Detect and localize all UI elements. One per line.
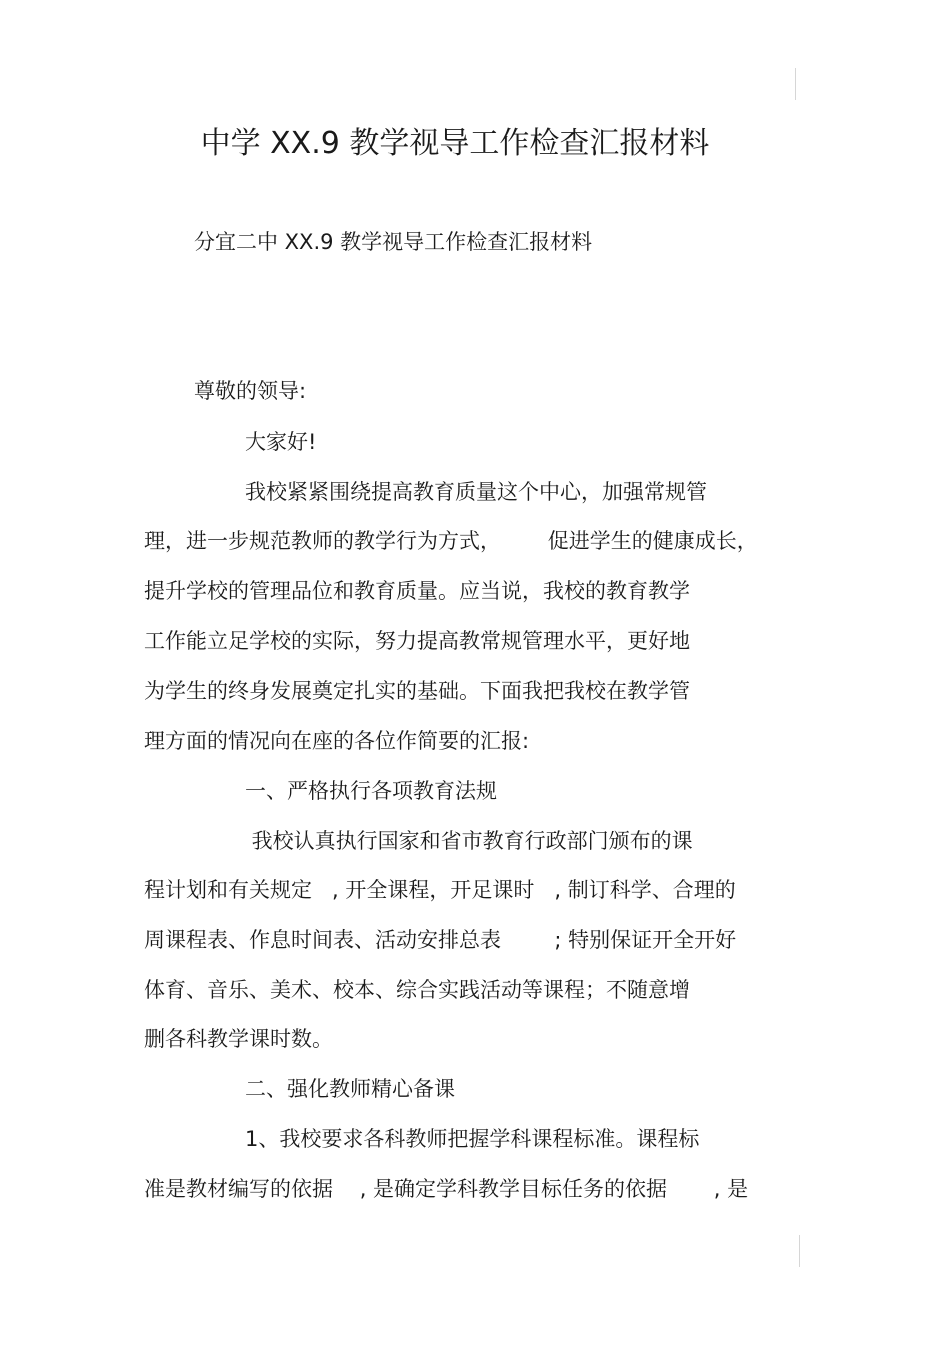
- document-subtitle: 分宜二中 XX.9 教学视导工作检查汇报材料: [194, 230, 593, 254]
- paragraph-line: 为学生的终身发展奠定扎实的基础。下面我把我校在教学管: [144, 679, 690, 703]
- paragraph-line: 周课程表、作息时间表、活动安排总表 ; 特别保证开全开好: [144, 928, 737, 952]
- paragraph-line: 我校紧紧围绕提高教育质量这个中心，加强常规管: [245, 480, 707, 504]
- document-title: 中学 XX.9 教学视导工作检查汇报材料: [200, 126, 710, 161]
- salutation: 尊敬的领导:: [194, 379, 307, 403]
- page-edge-mark-top: [795, 68, 796, 100]
- section-heading-2: 二、强化教师精心备课: [245, 1077, 455, 1101]
- greeting: 大家好!: [245, 430, 317, 454]
- paragraph-line: 理方面的情况向在座的各位作简要的汇报:: [144, 729, 530, 753]
- paragraph-line: 删各科教学课时数。: [144, 1027, 333, 1051]
- paragraph-line: 理，进一步规范教师的教学行为方式， 促进学生的健康成长，: [144, 529, 758, 553]
- paragraph-line: 1、我校要求各科教师把握学科课程标准。课程标: [245, 1127, 700, 1151]
- paragraph-line: 我校认真执行国家和省市教育行政部门颁布的课: [245, 829, 693, 853]
- page-edge-mark-bottom: [799, 1235, 800, 1267]
- paragraph-line: 提升学校的管理品位和教育质量。应当说，我校的教育教学: [144, 579, 690, 603]
- paragraph-line: 程计划和有关规定 , 开全课程，开足课时 , 制订科学、合理的: [144, 878, 736, 902]
- paragraph-line: 体育、音乐、美术、校本、综合实践活动等课程；不随意增: [144, 978, 690, 1002]
- paragraph-line: 准是教材编写的依据 , 是确定学科教学目标任务的依据 , 是: [144, 1177, 749, 1201]
- paragraph-line: 工作能立足学校的实际，努力提高教常规管理水平，更好地: [144, 629, 690, 653]
- section-heading-1: 一、严格执行各项教育法规: [245, 779, 497, 803]
